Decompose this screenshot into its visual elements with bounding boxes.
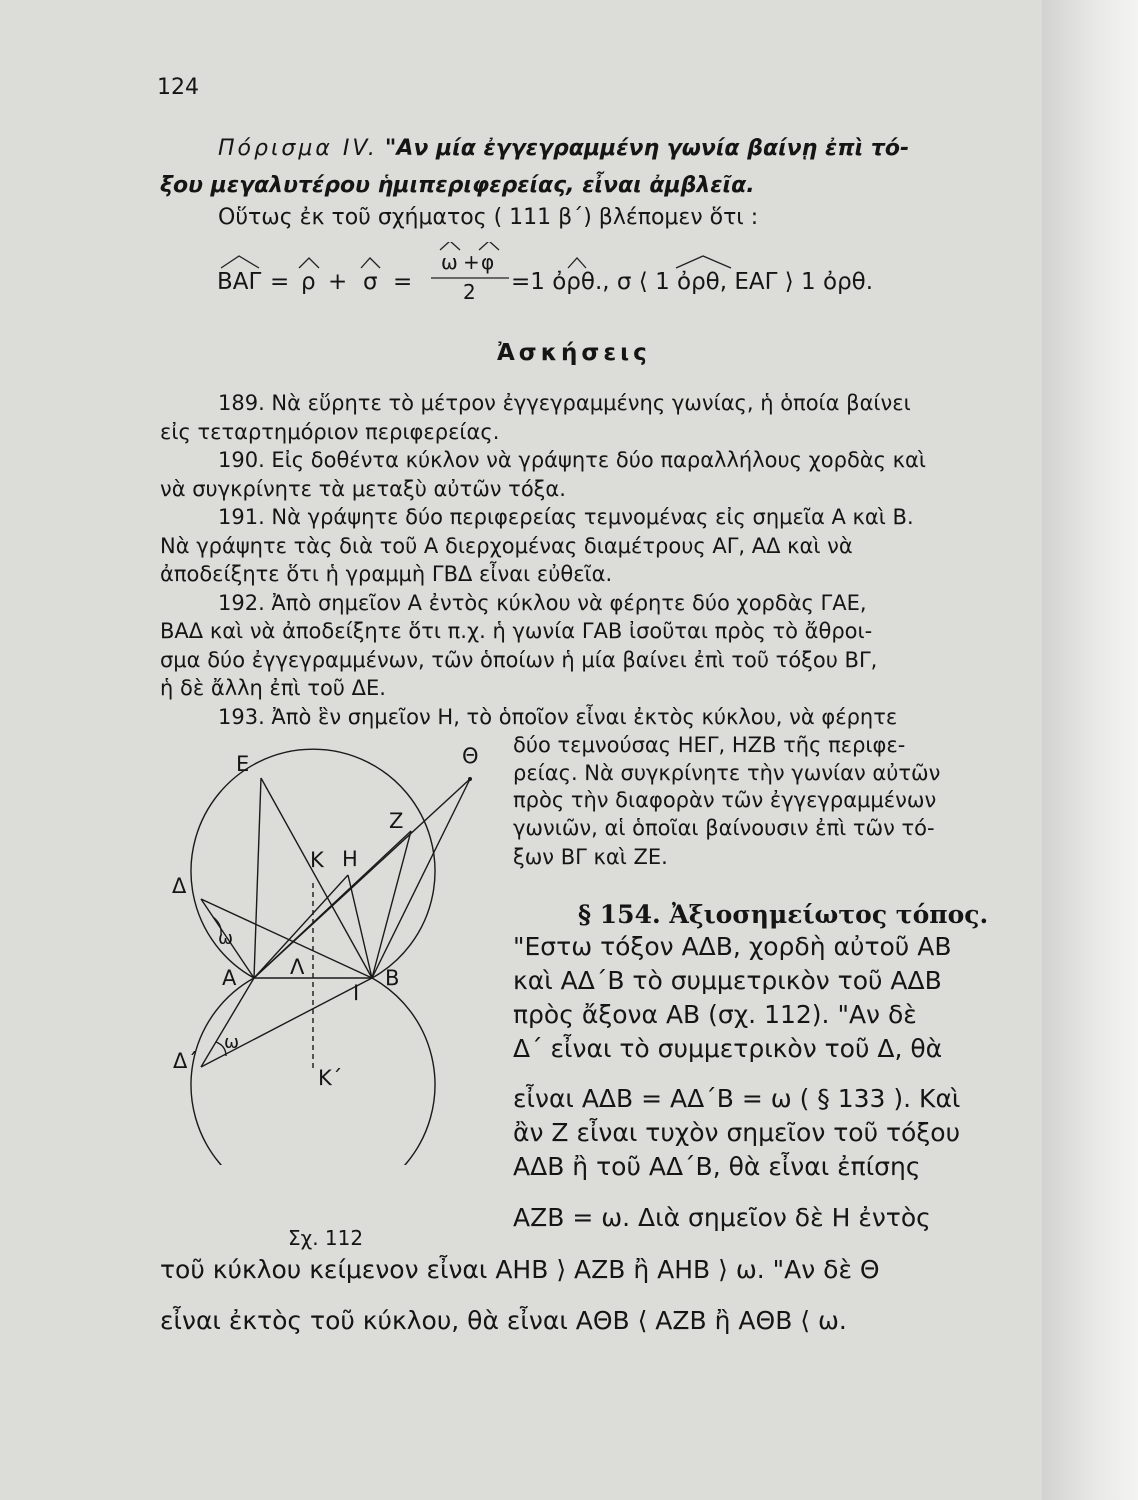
hat-phi	[479, 242, 499, 250]
exercise-line: δύο τεμνούσας ΗΕΓ, ΗΖΒ τῆς περιφε-	[513, 733, 906, 757]
label-Delta: Δ	[172, 874, 187, 898]
formula-eq1: =	[270, 269, 290, 295]
section-line: καὶ ΑΔ΄Β τὸ συμμετρικὸν τοῦ ΑΔΒ	[513, 966, 942, 995]
line-Deltaprime-B	[201, 978, 372, 1067]
label-Lambda: Λ	[290, 955, 305, 979]
section-heading: § 154. Ἀξιοσημείωτος τόπος.	[578, 900, 989, 929]
point-theta	[468, 777, 472, 781]
formula-rho: ρ	[301, 269, 316, 295]
porism-line-1	[218, 137, 1026, 161]
exercise-line: εἰς τεταρτημόριον περιφερείας.	[160, 420, 500, 444]
porism-line-2: ξου μεγαλυτέρου ἡμιπεριφερείας, εἶναι ἀμβλεῖα.	[160, 173, 755, 198]
exercise-line: γωνιῶν, αἱ ὁποῖαι βαίνουσιν ἐπὶ τῶν τό-	[513, 816, 935, 840]
label-A: Α	[222, 966, 237, 990]
section-full-line: τοῦ κύκλου κείμενον εἶναι ΑΗΒ ⟩ ΑΖΒ ἢ ΑΗΒ ⟩ ω. "Αν δὲ Θ	[160, 1255, 880, 1284]
line-A-E	[254, 778, 261, 978]
exercises-title: Ἀσκήσεις	[497, 340, 651, 366]
label-H: Η	[342, 847, 358, 871]
label-omega-bottom: ω	[224, 1032, 240, 1053]
formula-rest: =1 ὀρθ., σ ⟨ 1 ὀρθ, ΕΑΓ ⟩ 1 ὀρθ.	[511, 269, 874, 295]
hat-rho	[299, 258, 319, 268]
line-Theta-A	[254, 779, 470, 978]
label-K: Κ	[310, 848, 324, 872]
label-B: Β	[385, 966, 400, 990]
hat-omega	[440, 242, 460, 250]
label-omega-top: ω	[218, 928, 234, 949]
hat-lhs	[221, 256, 259, 268]
formula-num-omega: ω	[441, 250, 458, 274]
section-full-line: εἶναι ἐκτὸς τοῦ κύκλου, θὰ εἶναι ΑΘΒ ⟨ ΑΖΒ ἢ ΑΘΒ ⟨ ω.	[160, 1306, 847, 1335]
page-edge-shadow	[1042, 0, 1138, 1500]
exercise-line: 193. Ἀπὸ ἓν σημεῖον Η, τὸ ὁποῖον εἶναι ἐκτὸς κύκλου, νὰ φέρητε	[218, 705, 898, 729]
formula-lhs: ΒΑΓ	[217, 269, 262, 295]
section-line: Δ΄ εἶναι τὸ συμμετρικὸν τοῦ Δ, θὰ	[513, 1034, 943, 1063]
line-H-B	[348, 875, 372, 978]
exercise-line: ρείας. Νὰ συγκρίνητε τὴν γωνίαν αὐτῶν	[513, 761, 941, 785]
line-E-B	[261, 778, 372, 978]
label-E: Ε	[236, 752, 250, 776]
label-Delta-prime: Δ΄	[173, 1049, 198, 1073]
formula-plus1: +	[328, 269, 348, 295]
section-line: ΑΔΒ ἢ τοῦ ΑΔ΄Β, θὰ εἶναι ἐπίσης	[513, 1152, 921, 1181]
section-line: ΑΖΒ = ω. Διὰ σημεῖον δὲ Η ἐντὸς	[513, 1203, 931, 1232]
formula-num-plus: +	[463, 250, 480, 274]
formula	[213, 242, 973, 304]
exercise-line: νὰ συγκρίνητε τὰ μεταξὺ αὐτῶν τόξα.	[160, 477, 566, 501]
hat-sigma2	[568, 258, 586, 268]
page-number: 124	[157, 75, 199, 100]
label-Theta: Θ	[462, 745, 479, 768]
exercise-line: ξων ΒΓ καὶ ΖΕ.	[513, 845, 668, 869]
figure-112	[160, 745, 520, 1165]
section-line: πρὸς ἄξονα ΑΒ (σχ. 112). "Αν δὲ	[513, 1000, 917, 1029]
porism-label: Πόρισμα IV.	[218, 136, 378, 161]
section-line: εἶναι ΑΔΒ = ΑΔ΄Β = ω ( § 133 ). Καὶ	[513, 1084, 961, 1113]
exercise-line: ἀποδείξητε ὅτι ἡ γραμμὴ ΓΒΔ εἶναι εὐθεῖα.	[160, 562, 613, 586]
exercise-line: 191. Νὰ γράψητε δύο περιφερείας τεμνομένας εἰς σημεῖα Α καὶ Β.	[218, 505, 914, 529]
exercise-line: πρὸς τὴν διαφορὰν τῶν ἐγγεγραμμένων	[513, 788, 937, 812]
formula-num-phi: φ	[481, 250, 495, 274]
hat-sigma	[361, 258, 380, 268]
label-K-prime: Κ΄	[318, 1066, 343, 1090]
exercise-line: ΒΑΔ καὶ νὰ ἀποδείξητε ὅτι π.χ. ἡ γωνία ΓΑΒ ἰσοῦται πρὸς τὸ ἄθροι-	[160, 619, 873, 643]
porism-line-3: Οὕτως ἐκ τοῦ σχήματος ( 111 β΄) βλέπομεν ὅτι :	[218, 205, 759, 230]
label-I: Ι	[353, 981, 360, 1005]
section-line: "Εστω τόξον ΑΔΒ, χορδὴ αὐτοῦ ΑΒ	[513, 932, 952, 961]
exercise-line: 189. Νὰ εὕρητε τὸ μέτρον ἐγγεγραμμένης γωνίας, ἡ ὁποία βαίνει	[218, 391, 911, 415]
formula-eq2: =	[393, 269, 413, 295]
exercise-line: Νὰ γράψητε τὰς διὰ τοῦ Α διερχομένας διαμέτρους ΑΓ, ΑΔ καὶ νὰ	[160, 534, 853, 558]
exercise-line: σμα δύο ἐγγεγραμμένων, τῶν ὁποίων ἡ μία βαίνει ἐπὶ τοῦ τόξου ΒΓ,	[160, 648, 878, 672]
hat-eag	[676, 256, 731, 268]
line-Theta-B	[372, 779, 470, 978]
exercise-line: ἡ δὲ ἄλλη ἐπὶ τοῦ ΔΕ.	[160, 676, 386, 700]
figure-caption: Σχ. 112	[288, 1226, 364, 1250]
exercise-line: 190. Εἰς δοθέντα κύκλον νὰ γράψητε δύο παραλλήλους χορδὰς καὶ	[218, 448, 926, 472]
formula-den: 2	[463, 280, 476, 304]
label-Z: Ζ	[389, 809, 404, 833]
lower-arc	[191, 978, 435, 1165]
porism-text-1: "Αν μία ἐγγεγραμμένη γωνία βαίνῃ ἐπὶ τό-	[384, 136, 910, 161]
section-line: ἂν Ζ εἶναι τυχὸν σημεῖον τοῦ τόξου	[513, 1118, 961, 1147]
line-Z-B	[372, 831, 411, 978]
formula-sigma: σ	[363, 269, 378, 295]
exercise-line: 192. Ἀπὸ σημεῖον Α ἐντὸς κύκλου νὰ φέρητε δύο χορδὰς ΓΑΕ,	[218, 591, 867, 615]
